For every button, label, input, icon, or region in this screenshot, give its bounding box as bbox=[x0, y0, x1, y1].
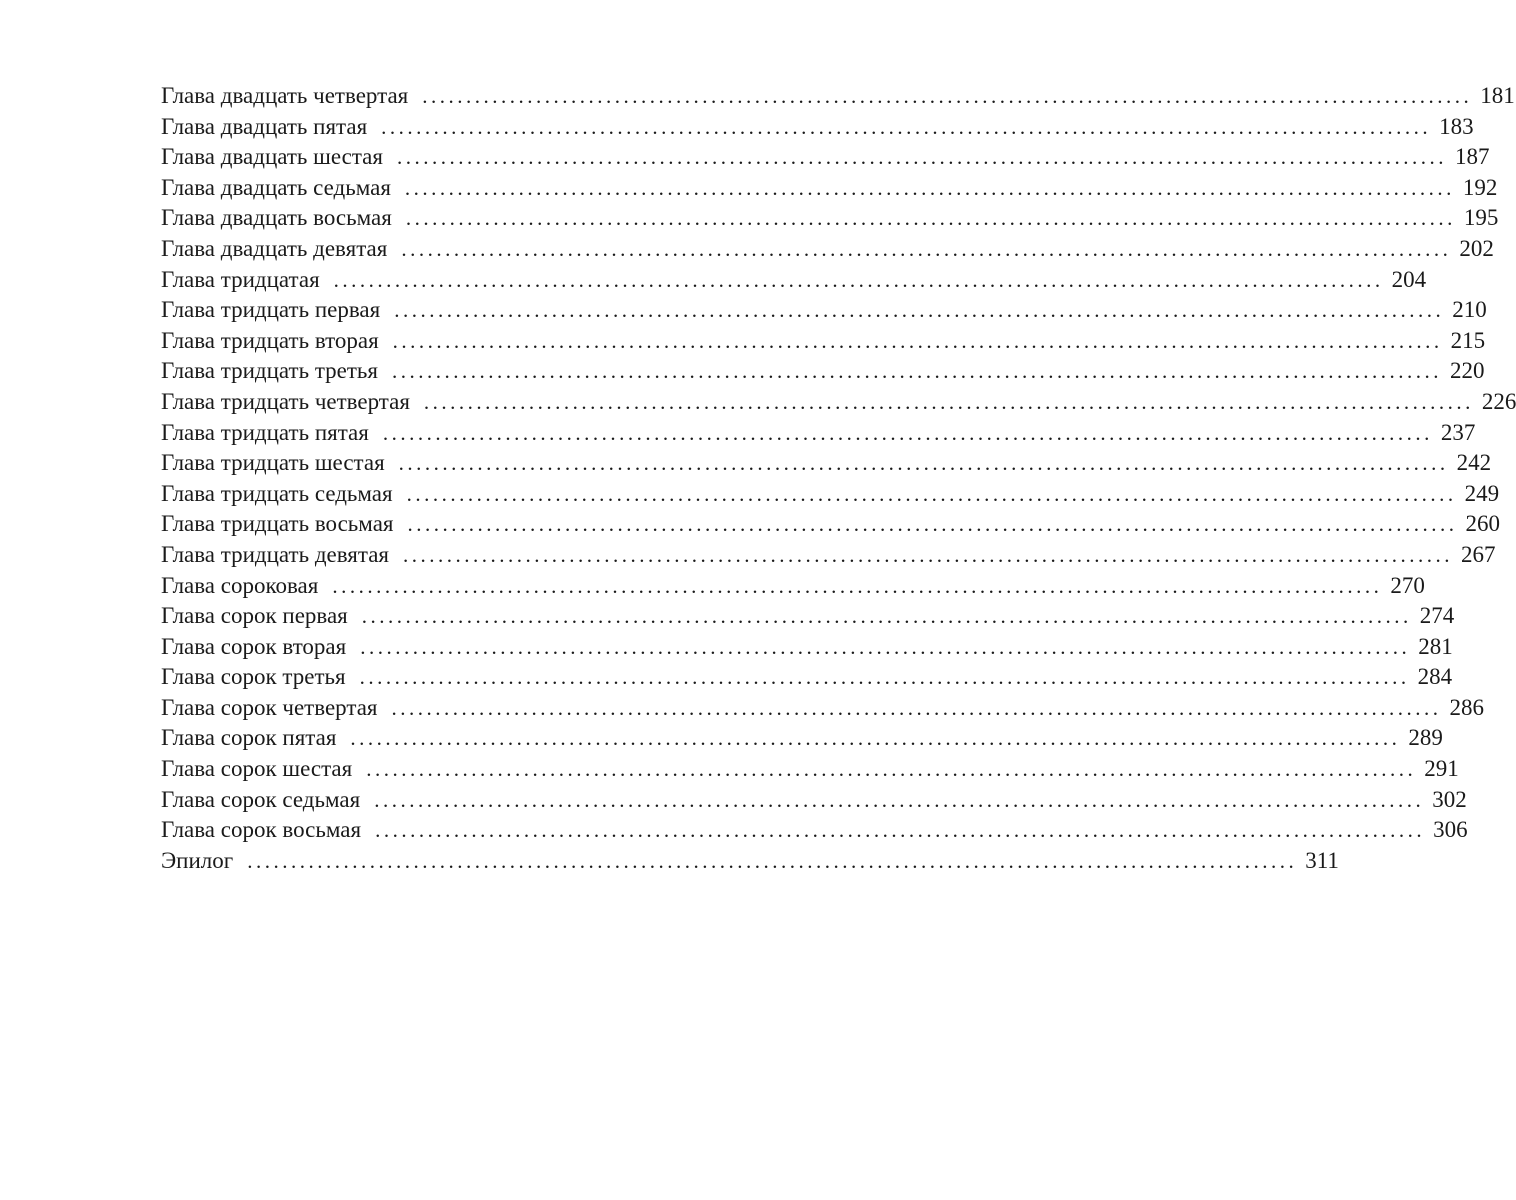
toc-entry[interactable] bbox=[161, 418, 1476, 449]
toc-entry-title: Глава тридцать пятая bbox=[161, 419, 369, 445]
toc-dot-leader: ........................................................................................................................ bbox=[404, 175, 1455, 200]
toc-entry-page-number: 267 bbox=[1461, 541, 1496, 567]
toc-entry-title: Глава сорок шестая bbox=[161, 756, 353, 782]
toc-entry-title: Глава тридцать шестая bbox=[161, 450, 385, 476]
toc-entry-title: Глава сорок третья bbox=[161, 664, 346, 690]
toc-entry-page-number: 226 bbox=[1481, 388, 1516, 414]
toc-entry-title: Глава тридцатая bbox=[161, 266, 320, 292]
toc-entry-title: Глава тридцать третья bbox=[161, 358, 378, 384]
toc-entry-title: Глава двадцать девятая bbox=[161, 235, 388, 261]
toc-entry[interactable] bbox=[161, 815, 1468, 846]
toc-entry[interactable] bbox=[161, 754, 1459, 785]
toc-dot-leader: ........................................................................................................................ bbox=[333, 267, 1384, 292]
toc-dot-leader: ........................................................................................................................ bbox=[392, 328, 1443, 353]
toc-entry[interactable] bbox=[161, 81, 1515, 112]
toc-entry[interactable] bbox=[161, 356, 1485, 387]
toc-entry-page-number: 270 bbox=[1390, 572, 1425, 598]
toc-dot-leader: ........................................................................................................................ bbox=[405, 206, 1456, 231]
toc-entry-title: Глава сорок восьмая bbox=[161, 817, 362, 843]
toc-entry-page-number: 306 bbox=[1433, 817, 1468, 843]
toc-entry[interactable] bbox=[161, 387, 1516, 418]
toc-entry-page-number: 237 bbox=[1440, 419, 1476, 445]
toc-entry[interactable] bbox=[161, 509, 1500, 540]
toc-entry-title: Глава двадцать четвертая bbox=[161, 83, 409, 108]
toc-dot-leader: ........................................................................................................................ bbox=[374, 787, 1425, 812]
toc-dot-leader: ........................................................................................................................ bbox=[407, 512, 1458, 537]
toc-entry-page-number: 289 bbox=[1408, 725, 1443, 751]
toc-dot-leader: ........................................................................................................................ bbox=[361, 604, 1412, 629]
toc-entry[interactable] bbox=[161, 203, 1499, 234]
toc-entry[interactable] bbox=[161, 326, 1486, 357]
toc-entry[interactable] bbox=[161, 846, 1339, 877]
toc-dot-leader: ........................................................................................................................ bbox=[391, 359, 1442, 384]
toc-dot-leader: ........................................................................................................................ bbox=[382, 420, 1433, 445]
toc-entry[interactable] bbox=[161, 234, 1494, 265]
toc-entry-page-number: 274 bbox=[1419, 603, 1455, 629]
toc-entry[interactable] bbox=[161, 142, 1490, 173]
toc-dot-leader: ........................................................................................................................ bbox=[391, 695, 1442, 720]
toc-entry-title: Глава сороковая bbox=[161, 572, 319, 598]
toc-entry-page-number: 284 bbox=[1417, 664, 1453, 690]
toc-entry[interactable] bbox=[161, 448, 1492, 479]
table-of-contents bbox=[161, 81, 1516, 876]
toc-entry-title: Глава двадцать восьмая bbox=[161, 205, 392, 231]
toc-entry-page-number: 192 bbox=[1462, 174, 1498, 200]
toc-entry-page-number: 220 bbox=[1449, 358, 1485, 384]
toc-entry[interactable] bbox=[161, 173, 1498, 204]
toc-entry-title: Глава тридцать вторая bbox=[161, 327, 379, 353]
toc-entry[interactable] bbox=[161, 723, 1443, 754]
toc-entry-title: Глава тридцать девятая bbox=[161, 541, 389, 567]
toc-entry[interactable] bbox=[161, 295, 1487, 326]
toc-dot-leader: ........................................................................................................................ bbox=[406, 481, 1457, 506]
toc-entry-page-number: 195 bbox=[1463, 205, 1499, 231]
toc-entry-page-number: 281 bbox=[1418, 633, 1453, 659]
toc-dot-leader: ........................................................................................................................ bbox=[350, 726, 1401, 751]
toc-dot-leader: ........................................................................................................................ bbox=[398, 451, 1449, 476]
toc-entry-title: Глава сорок четвертая bbox=[161, 694, 378, 720]
toc-entry-title: Глава сорок вторая bbox=[161, 633, 347, 659]
toc-entry-page-number: 181 bbox=[1480, 83, 1515, 108]
toc-entry[interactable] bbox=[161, 479, 1500, 510]
toc-dot-leader: ........................................................................................................................ bbox=[394, 298, 1445, 323]
toc-entry-title: Глава тридцать восьмая bbox=[161, 511, 394, 537]
toc-dot-leader: ........................................................................................................................ bbox=[422, 84, 1473, 108]
toc-entry[interactable] bbox=[161, 571, 1425, 602]
toc-entry-page-number: 202 bbox=[1459, 235, 1494, 261]
toc-dot-leader: ........................................................................................................................ bbox=[360, 634, 1411, 659]
toc-entry-title: Глава тридцать первая bbox=[161, 297, 381, 323]
toc-entry-title: Глава двадцать седьмая bbox=[161, 174, 391, 200]
toc-dot-leader: ........................................................................................................................ bbox=[396, 145, 1447, 170]
toc-entry-title: Глава тридцать седьмая bbox=[161, 480, 393, 506]
toc-dot-leader: ........................................................................................................................ bbox=[247, 848, 1298, 873]
toc-entry-page-number: 183 bbox=[1439, 113, 1474, 139]
toc-entry[interactable] bbox=[161, 693, 1484, 724]
toc-entry-page-number: 242 bbox=[1456, 450, 1492, 476]
toc-dot-leader: ........................................................................................................................ bbox=[375, 818, 1426, 843]
toc-entry-title: Глава сорок первая bbox=[161, 603, 348, 629]
toc-dot-leader: ........................................................................................................................ bbox=[381, 114, 1432, 139]
toc-entry[interactable] bbox=[161, 112, 1474, 143]
toc-entry[interactable] bbox=[161, 601, 1455, 632]
toc-entry-title: Глава двадцать пятая bbox=[161, 113, 368, 139]
toc-entry-page-number: 311 bbox=[1305, 847, 1339, 873]
toc-dot-leader: ........................................................................................................................ bbox=[403, 542, 1453, 567]
toc-entry-title: Эпилог bbox=[161, 847, 234, 873]
toc-dot-leader: ........................................................................................................................ bbox=[359, 665, 1410, 690]
toc-entry-page-number: 286 bbox=[1449, 694, 1484, 720]
toc-entry-page-number: 249 bbox=[1464, 480, 1500, 506]
toc-entry-page-number: 302 bbox=[1432, 786, 1467, 812]
toc-entry-page-number: 204 bbox=[1391, 266, 1427, 292]
toc-dot-leader: ........................................................................................................................ bbox=[401, 236, 1452, 261]
toc-entry-title: Глава сорок пятая bbox=[161, 725, 337, 751]
toc-entry-title: Глава тридцать четвертая bbox=[161, 388, 410, 414]
toc-entry-page-number: 260 bbox=[1465, 511, 1500, 537]
toc-entry[interactable] bbox=[161, 662, 1453, 693]
toc-entry[interactable] bbox=[161, 632, 1453, 663]
toc-dot-leader: ........................................................................................................................ bbox=[366, 757, 1417, 782]
toc-entry-page-number: 291 bbox=[1424, 756, 1459, 782]
toc-entry[interactable] bbox=[161, 540, 1496, 571]
toc-entry-title: Глава сорок седьмая bbox=[161, 786, 361, 812]
toc-entry-page-number: 210 bbox=[1452, 297, 1487, 323]
toc-entry-page-number: 187 bbox=[1454, 144, 1490, 170]
toc-entry-title: Глава двадцать шестая bbox=[161, 144, 383, 170]
toc-dot-leader: ........................................................................................................................ bbox=[332, 573, 1383, 598]
toc-entry[interactable] bbox=[161, 785, 1467, 816]
toc-dot-leader: ........................................................................................................................ bbox=[423, 389, 1474, 414]
toc-entry[interactable] bbox=[161, 265, 1427, 296]
toc-entry-page-number: 215 bbox=[1450, 327, 1486, 353]
